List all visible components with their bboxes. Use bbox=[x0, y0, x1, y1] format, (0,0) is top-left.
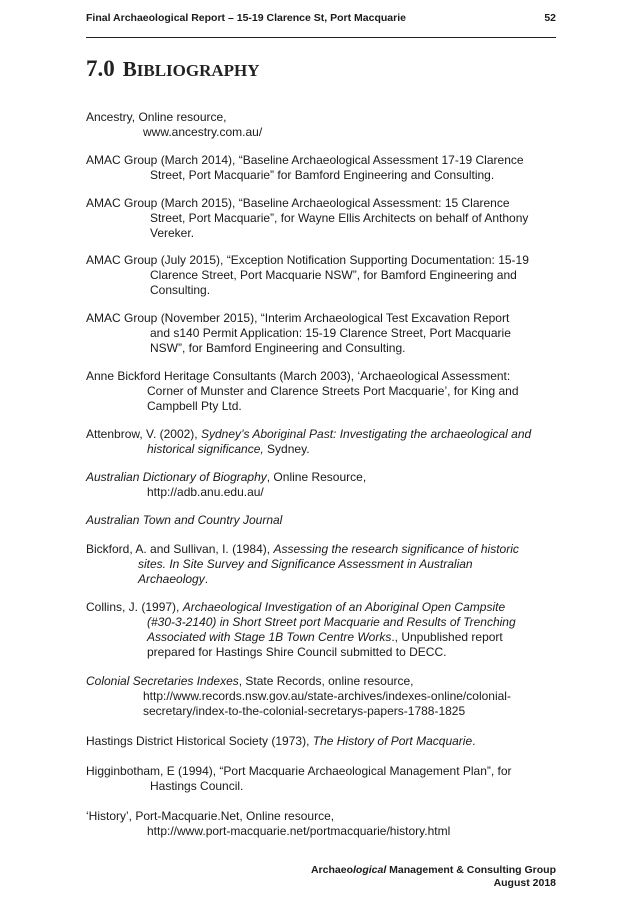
entry-title-italic: The History of Port Macquarie bbox=[312, 734, 473, 748]
section-title-initial: B bbox=[122, 57, 137, 81]
entry-line: Clarence Street, Port Macquarie NSW”, for Bamford Engineering and bbox=[150, 268, 517, 282]
entry-line bbox=[86, 542, 558, 557]
entry-line: Anne Bickford Heritage Consultants (March 2003), ‘Archaeological Assessment: bbox=[86, 369, 511, 383]
entry-line: AMAC Group (November 2015), “Interim Archaeological Test Excavation Report bbox=[86, 311, 510, 325]
header-divider bbox=[86, 37, 556, 38]
entry-text: , State Records, online resource, bbox=[238, 674, 414, 688]
entry-line bbox=[86, 442, 558, 457]
entry-title-italic: Colonial Secretaries Indexes bbox=[86, 674, 239, 688]
bibliography-entry bbox=[86, 734, 558, 749]
footer-org-part: Management & Consulting Group bbox=[386, 864, 556, 876]
bibliography-entry bbox=[86, 470, 558, 500]
entry-line: Hastings Council. bbox=[150, 779, 244, 793]
bibliography-entry bbox=[86, 253, 558, 298]
entry-line bbox=[86, 734, 558, 749]
running-header-title: Final Archaeological Report – 15-19 Clarence St, Port Macquarie bbox=[86, 12, 406, 24]
section-heading bbox=[86, 56, 260, 82]
bibliography-entry bbox=[86, 600, 558, 660]
entry-text: Bickford, A. and Sullivan, I. (1984), bbox=[86, 542, 274, 556]
entry-line: Ancestry, Online resource, bbox=[86, 110, 227, 124]
bibliography-entry bbox=[86, 809, 558, 839]
entry-line: Vereker. bbox=[150, 226, 195, 240]
entry-line: AMAC Group (July 2015), “Exception Notification Supporting Documentation: 15-19 bbox=[86, 253, 529, 267]
bibliography-entry bbox=[86, 674, 558, 719]
entry-line bbox=[86, 600, 558, 615]
entry-url: secretary/index-to-the-colonial-secretarys-papers-1788-1825 bbox=[143, 704, 466, 718]
entry-line: NSW”, for Bamford Engineering and Consulting. bbox=[150, 341, 406, 355]
entry-text: Hastings District Historical Society (1973), bbox=[86, 734, 313, 748]
entry-title-italic: (#30-3-2140) in Short Street port Macquarie and Results of Trenching bbox=[147, 615, 516, 629]
footer-date: August 2018 bbox=[493, 877, 556, 889]
entry-line bbox=[86, 470, 558, 485]
entry-line: ‘History’, Port-Macquarie.Net, Online resource, bbox=[86, 809, 335, 823]
bibliography-entry bbox=[86, 153, 558, 183]
page-number: 52 bbox=[544, 12, 556, 24]
entry-line bbox=[86, 674, 558, 689]
entry-line: prepared for Hastings Shire Council submitted to DECC. bbox=[147, 645, 447, 659]
entry-title-italic: Assessing the research significance of historic bbox=[273, 542, 519, 556]
entry-text: Attenbrow, V. (2002), bbox=[86, 427, 201, 441]
entry-title-italic: Archaeological Investigation of an Aboriginal Open Campsite bbox=[182, 600, 506, 614]
bibliography-entry bbox=[86, 427, 558, 457]
entry-line: Corner of Munster and Clarence Streets Port Macquarie’, for King and bbox=[147, 384, 519, 398]
footer-org-italic: logical bbox=[352, 864, 387, 876]
entry-line: AMAC Group (March 2015), “Baseline Archaeological Assessment: 15 Clarence bbox=[86, 196, 510, 210]
bibliography-entry bbox=[86, 196, 558, 241]
entry-title-italic: Sydney’s Aboriginal Past: Investigating the archaeological and bbox=[200, 427, 532, 441]
entry-text: Sydney. bbox=[263, 442, 310, 456]
entry-url: http://www.port-macquarie.net/portmacquarie/history.html bbox=[147, 824, 451, 838]
entry-line: Street, Port Macquarie” for Bamford Engineering and Consulting. bbox=[150, 168, 495, 182]
entry-line: Consulting. bbox=[150, 283, 211, 297]
entry-url: http://adb.anu.edu.au/ bbox=[147, 485, 264, 499]
footer-org-part: Archaeo bbox=[310, 864, 353, 876]
bibliography-entry bbox=[86, 513, 558, 528]
entry-line bbox=[86, 427, 558, 442]
entry-text: , Online Resource, bbox=[266, 470, 367, 484]
entry-title-italic: Associated with Stage 1B Town Centre Works bbox=[147, 630, 392, 644]
entry-line: and s140 Permit Application: 15-19 Clarence Street, Port Macquarie bbox=[150, 326, 511, 340]
bibliography-entry bbox=[86, 764, 558, 794]
entry-line bbox=[86, 572, 558, 587]
footer-organisation bbox=[311, 864, 556, 876]
bibliography-entry bbox=[86, 542, 558, 587]
entry-line bbox=[86, 630, 558, 645]
entry-title-italic: historical significance, bbox=[147, 442, 264, 456]
entry-title-italic: Australian Town and Country Journal bbox=[86, 513, 283, 527]
entry-title-italic: Archaeology bbox=[138, 572, 205, 586]
bibliography-entry bbox=[86, 110, 558, 140]
section-title-rest: IBLIOGRAPHY bbox=[136, 61, 260, 80]
entry-text: Collins, J. (1997), bbox=[86, 600, 183, 614]
entry-line: Campbell Pty Ltd. bbox=[147, 399, 242, 413]
entry-line: www.ancestry.com.au/ bbox=[143, 125, 263, 139]
entry-title-italic: sites. In Site Survey and Significance Assessment in Australian bbox=[138, 557, 473, 571]
entry-text: . bbox=[472, 734, 476, 748]
entry-line: Higginbotham, E (1994), “Port Macquarie Archaeological Management Plan”, for bbox=[86, 764, 512, 778]
entry-text: . bbox=[204, 572, 209, 586]
entry-line: AMAC Group (March 2014), “Baseline Archaeological Assessment 17-19 Clarence bbox=[86, 153, 524, 167]
entry-text: ., Unpublished report bbox=[391, 630, 503, 644]
entry-title-italic: Australian Dictionary of Biography bbox=[86, 470, 267, 484]
entry-url: http://www.records.nsw.gov.au/state-archives/indexes-online/colonial- bbox=[143, 689, 511, 703]
bibliography-entry bbox=[86, 369, 558, 414]
section-number: 7.0 bbox=[86, 56, 115, 81]
bibliography-entry bbox=[86, 311, 558, 356]
entry-line: Street, Port Macquarie”, for Wayne Ellis Architects on behalf of Anthony bbox=[150, 211, 529, 225]
